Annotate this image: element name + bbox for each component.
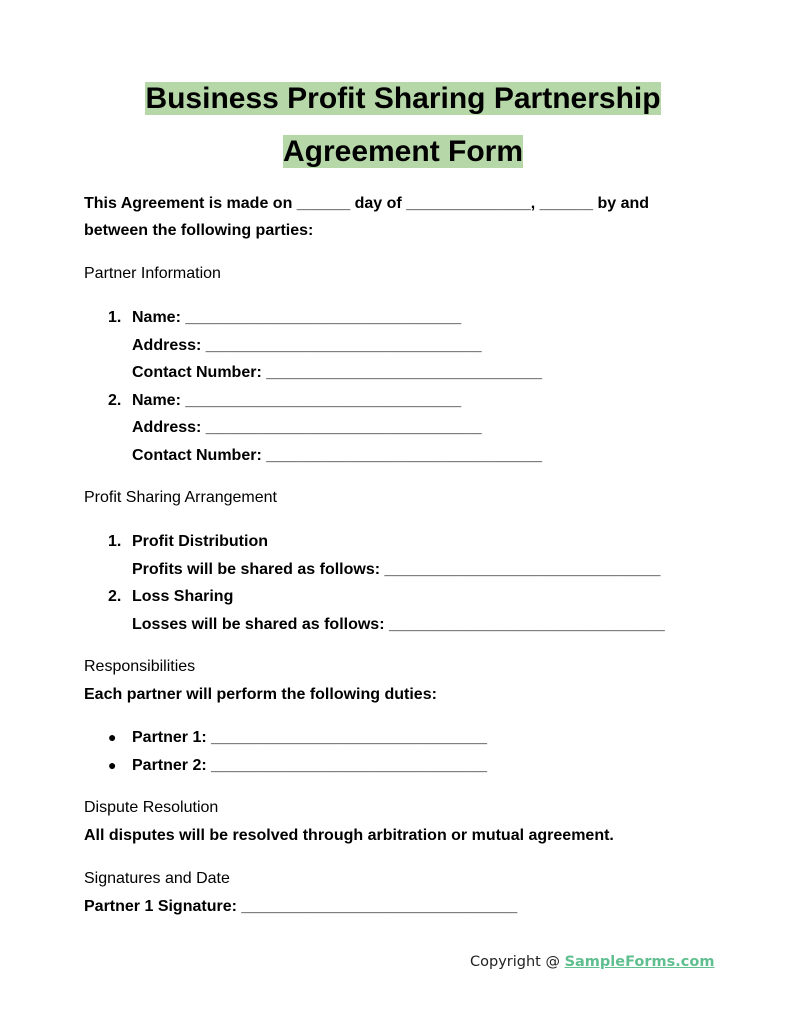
partner-1-name-field[interactable]: Name: _______________________________ [132,309,462,326]
signatures-heading: Signatures and Date [84,870,230,887]
partner-2-item [84,387,714,470]
intro-line-1: This Agreement is made on ______ day of ______________, ______ by and [84,195,650,212]
profit-sharing-heading: Profit Sharing Arrangement [84,489,277,506]
responsibilities-list [84,724,714,779]
partner-2-duties-item [84,752,714,780]
list-number: 2. [108,391,122,409]
copyright-footer [470,954,714,970]
partner-2-name-field[interactable]: Name: _______________________________ [132,391,462,409]
page-title [84,72,714,178]
responsibilities-heading: Responsibilities [84,658,196,675]
partner-1-duties-field[interactable]: Partner 1: _______________________________ [132,729,487,746]
intro-line-2: between the following parties: [84,222,314,239]
partner-1-contact-field[interactable]: Contact Number: _______________________________ [132,364,543,381]
loss-sharing-item [84,583,714,638]
title-line-2: Agreement Form [282,135,524,168]
partner-2-duties-field[interactable]: Partner 2: _______________________________ [132,756,487,774]
bullet-icon: ● [108,756,117,773]
partner-1-address-field[interactable]: Address: _______________________________ [132,336,482,354]
list-number: 1. [108,533,122,550]
dispute-resolution-text: All disputes will be resolved through arbitration or mutual agreement. [84,827,614,844]
bullet-icon: ● [108,729,117,745]
responsibilities-text: Each partner will perform the following duties: [84,686,437,703]
profit-distribution-title: Profit Distribution [132,533,268,550]
partner-2-address-field[interactable]: Address: _______________________________ [132,419,482,436]
profit-distribution-item [84,528,714,583]
partner-2-contact-field[interactable]: Contact Number: _______________________________ [132,446,543,464]
document [84,72,714,920]
profit-sharing-list [84,528,714,638]
dispute-resolution-heading: Dispute Resolution [84,799,219,816]
partner-1-duties-item [84,724,714,752]
partner-1-signature-field[interactable]: Partner 1 Signature: _______________________________ [84,898,518,915]
copyright-prefix: Copyright @ [470,954,565,970]
partner-list [84,304,714,469]
partner-1-item [84,304,714,387]
brand-link[interactable]: SampleForms.com [564,954,715,970]
loss-sharing-title: Loss Sharing [132,588,234,605]
partner-information-heading: Partner Information [84,265,221,282]
title-line-1: Business Profit Sharing Partnership [145,82,661,115]
list-number: 1. [108,309,122,326]
loss-sharing-field[interactable]: Losses will be shared as follows: _______________________________ [132,615,665,633]
profit-distribution-field[interactable]: Profits will be shared as follows: _______________________________ [132,560,661,578]
list-number: 2. [108,588,122,605]
